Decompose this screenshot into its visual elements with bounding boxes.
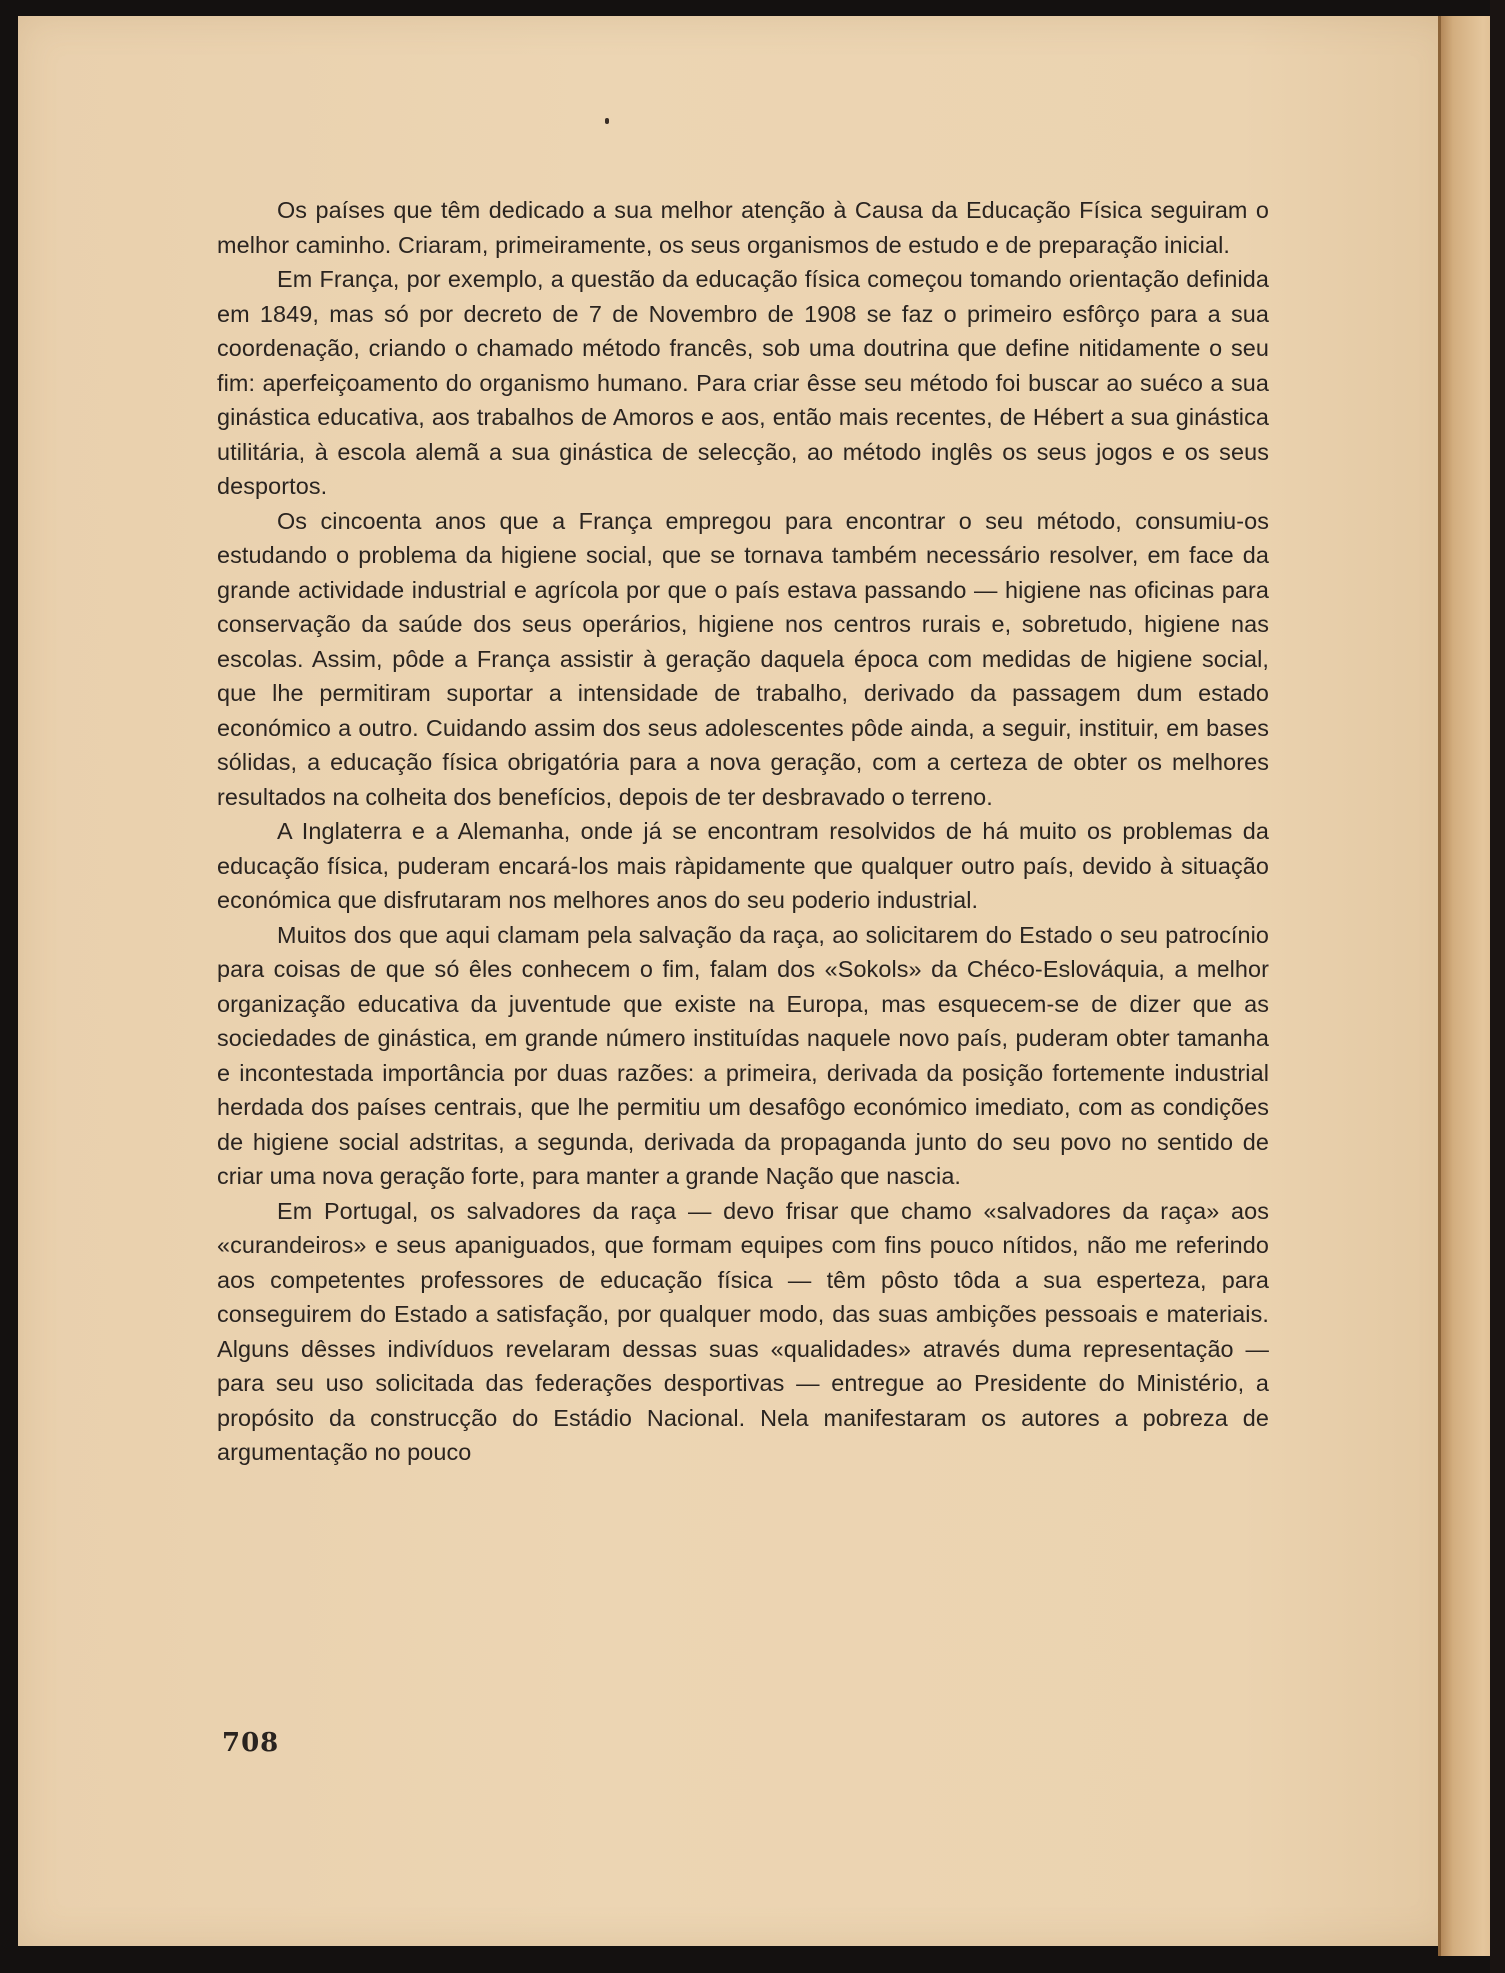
paragraph-5: Muitos dos que aqui clamam pela salvação da raça, ao solicitarem do Estado o seu patrocínio para coisas de que só êles conhecem o fim, falam dos «Sokols» da Chéco-Eslováquia, a melhor organização educativa da juventude que existe na Europa, mas esquecem-se de dizer que as sociedades de ginástica, em grande número instituídas naquele novo país, puderam obter tamanha e incontestada importância por duas razões: a primeira, derivada da posição fortemente industrial herdada dos países centrais, que lhe permitiu um desafôgo económico imediato, com as condições de higiene social adstritas, a segunda, derivada da propaganda junto do seu povo no sentido de criar uma nova geração forte, para manter a grande Nação que nascia.	[217, 921, 1269, 1189]
paragraph-4: A Inglaterra e a Alemanha, onde já se encontram resolvidos de há muito os problemas da educação física, puderam encará-los mais ràpidamente que qualquer outro país, devido à situação económica que disfrutaram nos melhores anos do seu poderio industrial.	[217, 818, 1269, 913]
paragraph-1: Os países que têm dedicado a sua melhor atenção à Causa da Educação Física seguiram o melhor caminho. Criaram, primeiramente, os seus organismos de estudo e de preparação inicial.	[217, 197, 1269, 258]
scan-border	[1490, 0, 1505, 1973]
body-text	[217, 193, 1269, 1470]
paragraph-2: Em França, por exemplo, a questão da educação física começou tomando orientação definida em 1849, mas só por decreto de 7 de Novembro de 1908 se faz o primeiro esfôrço para a sua coordenação, criando o chamado método francês, sob uma doutrina que define nitidamente o seu fim: aperfeiçoamento do organismo humano. Para criar êsse seu método foi buscar ao suéco a sua ginástica educativa, aos trabalhos de Amoros e aos, então mais recentes, de Hébert a sua ginástica utilitária, à escola alemã a sua ginástica de selecção, ao método inglês os seus jogos e os seus desportos.	[217, 266, 1269, 499]
page-number: 708	[222, 1728, 280, 1758]
ink-speck	[605, 118, 609, 124]
paragraph-6: Em Portugal, os salvadores da raça — devo frisar que chamo «salvadores da raça» aos «curandeiros» e seus apaniguados, que formam equipes com fins pouco nítidos, não me referindo aos competentes professores de educação física — têm pôsto tôda a sua esperteza, para conseguirem do Estado a satisfação, por qualquer modo, das suas ambições pessoais e materiais. Alguns dêsses indivíduos revelaram dessas suas «qualidades» através duma representação — para seu uso solicitada das federações desportivas — entregue ao Presidente do Ministério, a propósito da construcção do Estádio Nacional. Nela manifestaram os autores a pobreza de argumentação no pouco	[217, 1197, 1269, 1465]
paragraph-3: Os cincoenta anos que a França empregou para encontrar o seu método, consumiu-os estudando o problema da higiene social, que se tornava também necessário resolver, em face da grande actividade industrial e agrícola por que o país estava passando — higiene nas oficinas para conservação da saúde dos seus operários, higiene nos centros rurais e, sobretudo, higiene nas escolas. Assim, pôde a França assistir à geração daquela época com medidas de higiene social, que lhe permitiram suportar a intensidade de trabalho, derivado da passagem dum estado económico a outro. Cuidando assim dos seus adolescentes pôde ainda, a seguir, instituir, em bases sólidas, a educação física obrigatória para a nova geração, com a certeza de obter os melhores resultados na colheita dos benefícios, depois de ter desbravado o terreno.	[217, 507, 1269, 810]
